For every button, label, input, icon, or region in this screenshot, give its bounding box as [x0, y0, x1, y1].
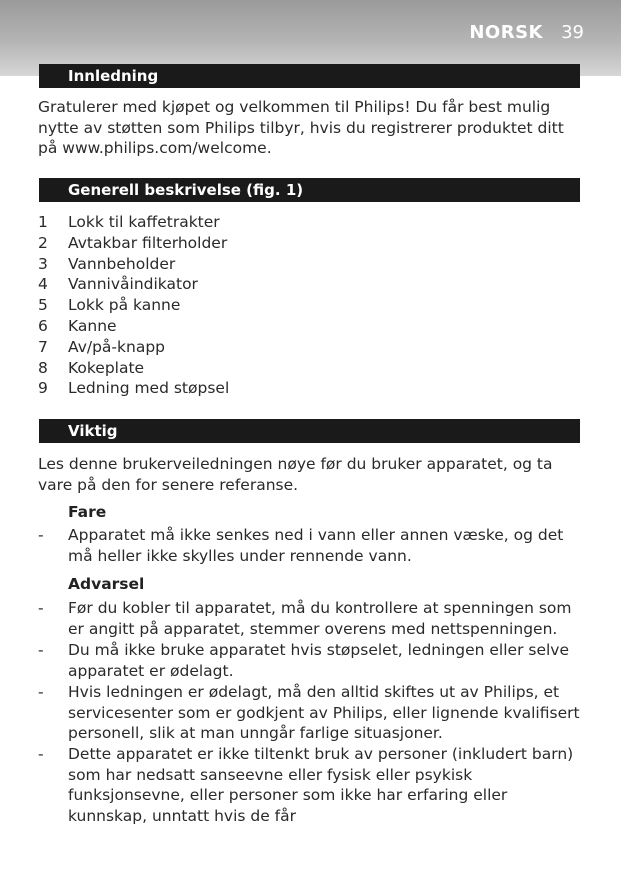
section-heading-intro: Innledning — [39, 64, 580, 88]
list-item: 7 Av/på-knapp — [38, 337, 165, 356]
warning-item: - Hvis ledningen er ødelagt, må den alltid skiftes ut av Philips, et servicesenter som er godkjent av Philips, eller lignende kvalifisert personell, slik at man unngår farlige situasjoner. — [38, 683, 580, 742]
list-item: 8 Kokeplate — [38, 358, 145, 377]
warning-item: - Før du kobler til apparatet, må du kontrollere at spenningen som er angitt på apparatet, stemmer overens med nettspenningen. — [38, 599, 572, 638]
page-number: 39 — [561, 22, 584, 43]
parts-list — [38, 212, 586, 399]
danger-item: - Apparatet må ikke senkes ned i vann eller annen væske, og det må heller ikke skylles under rennende vann. — [38, 526, 564, 565]
intro-paragraph: Gratulerer med kjøpet og velkommen til Philips! Du får best mulig nytte av støtten som Philips tilbyr, hvis du registrerer produktet ditt på www.philips.com/welcome. — [38, 98, 564, 157]
list-item: 2 Avtakbar filterholder — [38, 233, 228, 252]
list-item: 9 Ledning med støpsel — [38, 379, 230, 398]
warning-item: - Du må ikke bruke apparatet hvis støpselet, ledningen eller selve apparatet er ødelagt. — [38, 641, 570, 680]
danger-heading: Fare — [68, 503, 107, 521]
section-heading-general: Generell beskrivelse (fig. 1) — [39, 178, 580, 202]
list-item: 1 Lokk til kaffetrakter — [38, 213, 220, 231]
list-item: 3 Vannbeholder — [38, 254, 176, 273]
list-item: 6 Kanne — [38, 316, 117, 335]
important-paragraph: Les denne brukerveiledningen nøye før du bruker apparatet, og ta vare på den for senere referanse. — [38, 455, 553, 494]
section-heading-important: Viktig — [39, 419, 580, 443]
warning-heading: Advarsel — [68, 575, 145, 593]
warning-item: - Dette apparatet er ikke tiltenkt bruk av personer (inkludert barn) som har nedsatt sanseevne eller fysisk eller psykisk funksjonsevne, eller personer som ikke har erfaring eller kunnskap, unntatt hvis de får — [38, 745, 574, 825]
list-item: 5 Lokk på kanne — [38, 296, 181, 315]
header-language: NORSK — [469, 22, 543, 43]
list-item: 4 Vannivåindikator — [38, 275, 198, 294]
